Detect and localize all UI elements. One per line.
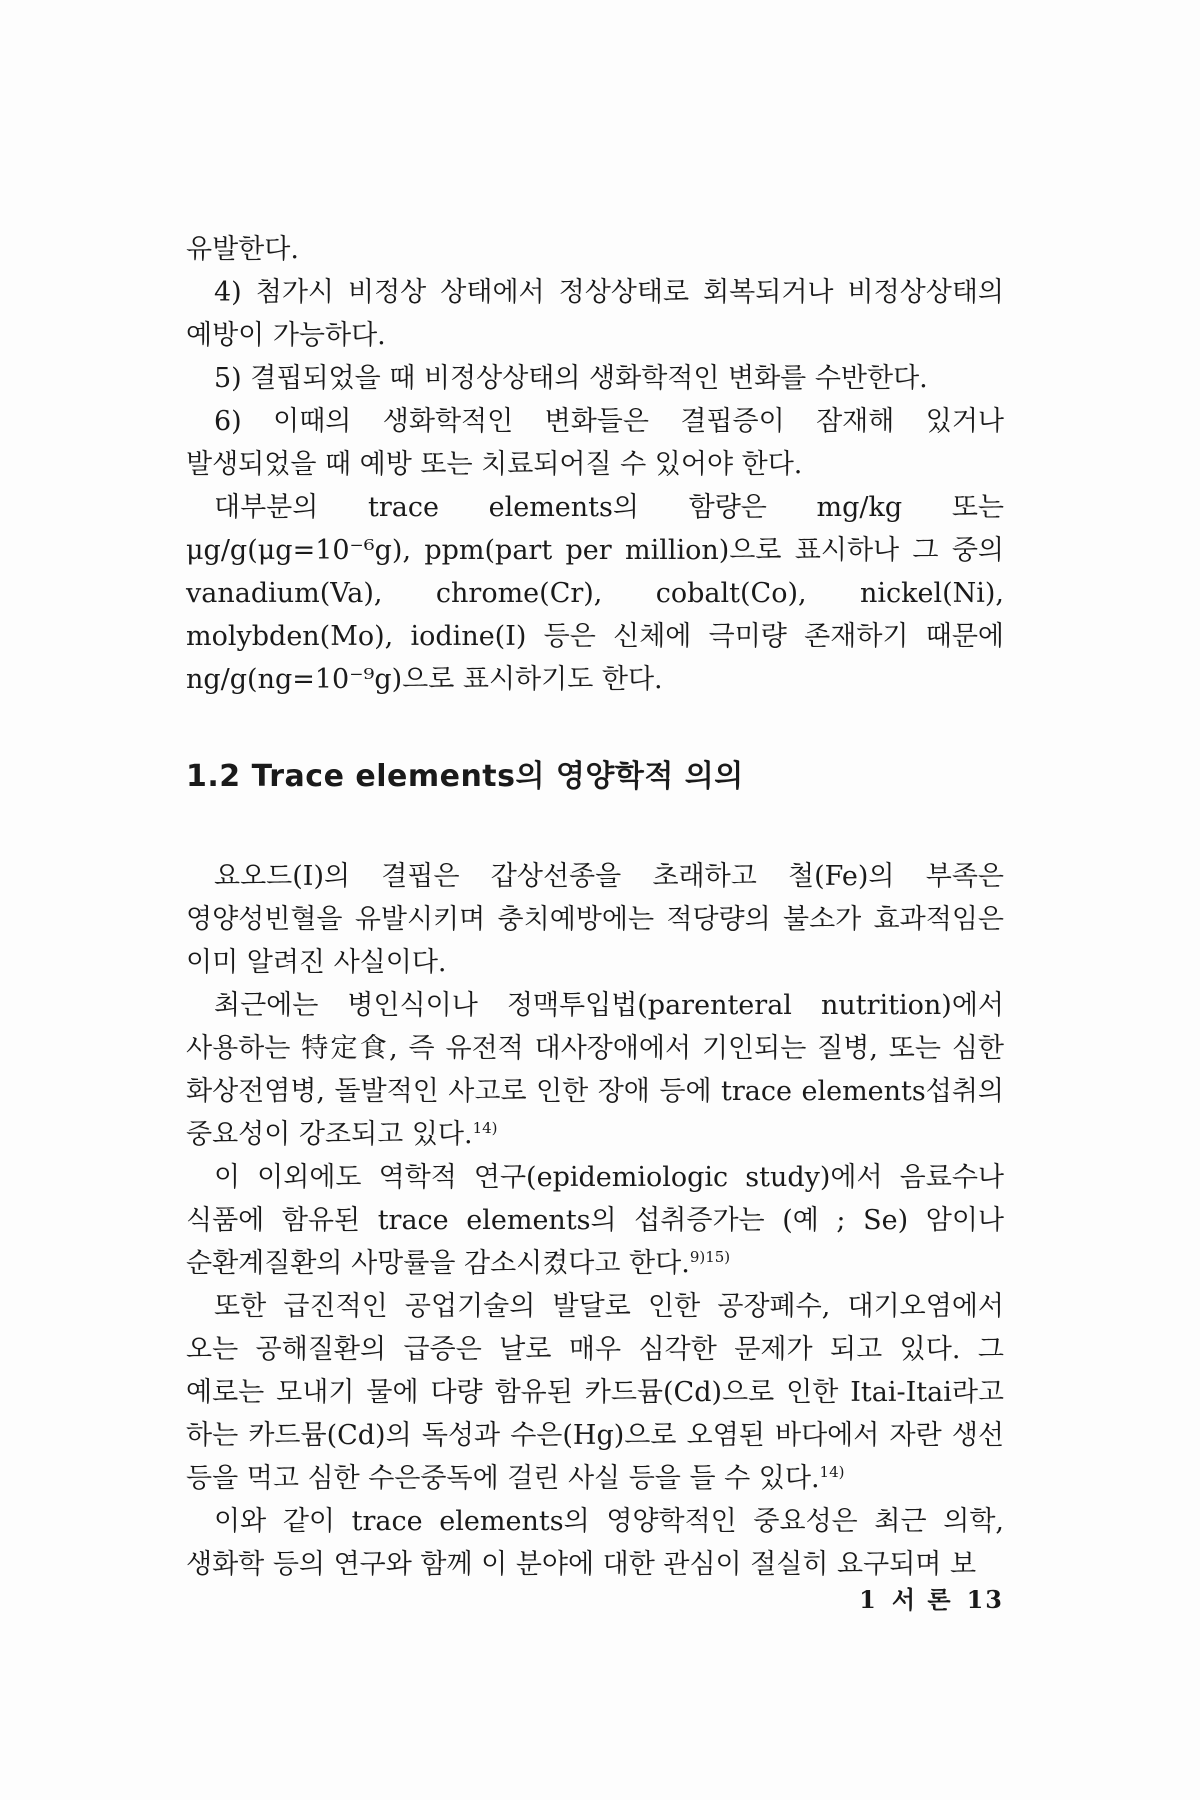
chapter-number: 1 [859, 1585, 878, 1614]
paragraph-item-4: 4) 첨가시 비정상 상태에서 정상상태로 회복되거나 비정상상태의 예방이 가능하다. [186, 277, 1004, 351]
reference-mark: 9)15) [689, 1248, 731, 1266]
reference-mark: 14) [472, 1119, 498, 1137]
page-footer [845, 1580, 1004, 1615]
paragraph-item-6: 6) 이때의 생화학적인 변화들은 결핍증이 잠재해 있거나 발생되었을 때 예방 또는 치료되어질 수 있어야 한다. [186, 406, 1004, 480]
section-heading: 1.2 Trace elements의 영양학적 의의 [186, 759, 744, 794]
paragraph-epidemiology [186, 1156, 1004, 1285]
paragraph-recent [186, 984, 1004, 1156]
paragraph-pollution [186, 1285, 1004, 1500]
paragraph-text: 이와 같이 trace elements의 영양학적인 중요성은 최근 의학, 생화학 등의 연구와 함께 이 분야에 대한 관심이 절실히 요구되며 보 [186, 1506, 1004, 1580]
chapter-title: 서 론 [891, 1585, 953, 1614]
paragraph-text: 이 이외에도 역학적 연구(epidemiologic study)에서 음료수나 식품에 함유된 trace elements의 섭취증가는 (예 ; Se) 암이나 순환계질환의 사망률을 감소시켰다고 한다. [186, 1162, 1004, 1279]
paragraph-text: 또한 급진적인 공업기술의 발달로 인한 공장폐수, 대기오염에서 오는 공해질환의 급증은 날로 매우 심각한 문제가 되고 있다. 그 예로는 모내기 물에 다량 함유된 카드뮴(Cd)으로 인한 Itai-Itai라고 하는 카드뮴(Cd)의 독성과 수은(Hg)으로 오염된 바다에서 자란 생선 등을 먹고 심한 수은중독에 걸린 사실 등을 들 수 있다. [186, 1291, 1004, 1494]
paragraph-text: 최근에는 병인식이나 정맥투입법(parenteral nutrition)에서 사용하는 特定食, 즉 유전적 대사장애에서 기인되는 질병, 또는 심한 화상전염병, 돌발적인 사고로 인한 장애 등에 trace elements섭취의 중요성이 강조되고 있다. [186, 990, 1004, 1150]
paragraph-iodine [186, 855, 1004, 984]
paragraph-units: 대부분의 trace elements의 함량은 mg/kg 또는 μg/g(μg=10⁻⁶g), ppm(part per million)으로 표시하나 그 중의 vanadium(Va), chrome(Cr), cobalt(Co), nickel(Ni), molybden(Mo), iodine(I) 등은 신체에 극미량 존재하기 때문에 ng/g(ng=10⁻⁹g)으로 표시하기도 한다. [186, 492, 1004, 695]
body-text [186, 228, 1004, 1586]
paragraph-text: 요오드(I)의 결핍은 갑상선종을 초래하고 철(Fe)의 부족은 영양성빈혈을 유발시키며 충치예방에는 적당량의 불소가 효과적임은 이미 알려진 사실이다. [186, 861, 1004, 978]
reference-mark: 14) [819, 1463, 845, 1481]
page-number: 13 [966, 1585, 1004, 1614]
paragraph-item-5: 5) 결핍되었을 때 비정상상태의 생화학적인 변화를 수반한다. [214, 363, 928, 394]
paragraph-conclusion [186, 1500, 1004, 1586]
paragraph: 유발한다. [186, 234, 299, 265]
